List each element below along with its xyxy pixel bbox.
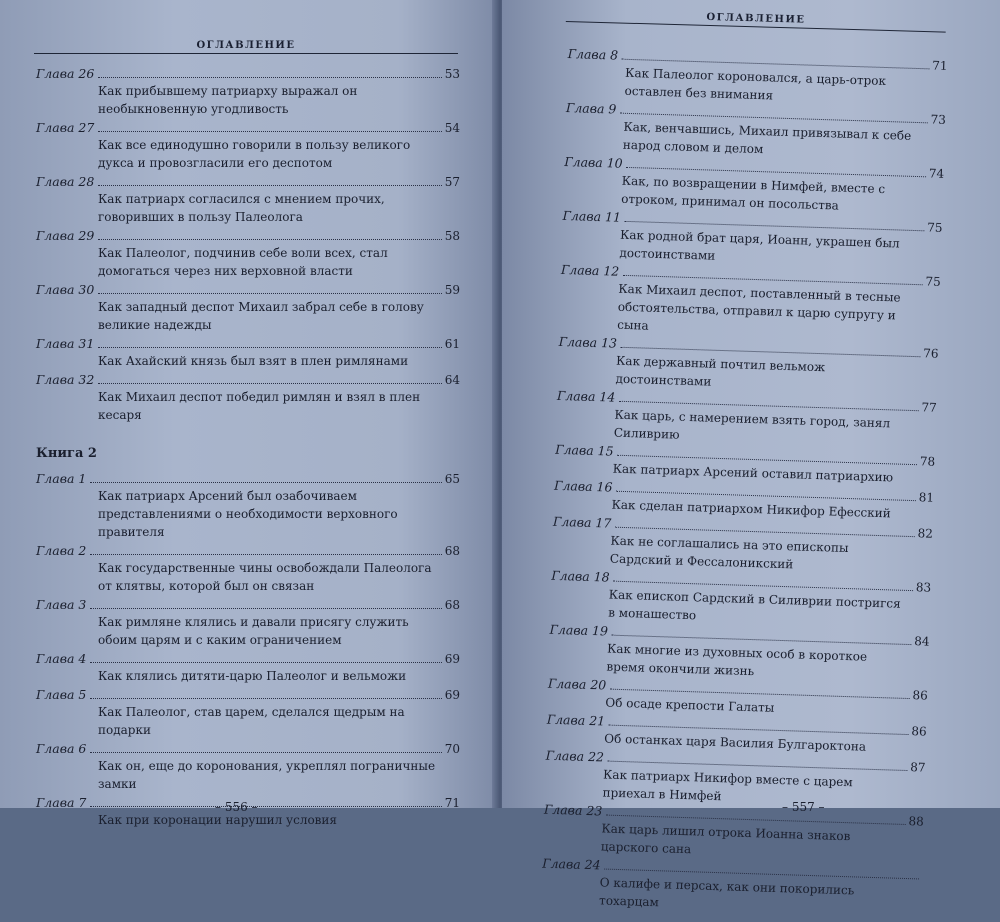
- chapter-page-number: 78: [919, 454, 936, 469]
- page-number-footer: – 556 –: [215, 800, 258, 814]
- chapter-title: Как при коронации нарушил условия: [98, 813, 337, 827]
- dot-leader: [90, 482, 441, 483]
- chapter-page-number: 75: [925, 274, 941, 289]
- chapter-line: [36, 228, 460, 244]
- toc-entry: [36, 372, 460, 424]
- chapter-title: Как, венчавшись, Михаил привязывал к себе народ словом и делом: [622, 119, 912, 157]
- toc-section-book1: [36, 66, 460, 424]
- chapter-title: Как патриарх Арсений был озабочиваем представлениями о необходимости верховного правителя: [98, 489, 398, 539]
- dot-leader: [98, 239, 441, 240]
- dot-leader: [98, 347, 441, 348]
- chapter-page-number: 88: [908, 814, 925, 829]
- chapter-page-number: 59: [444, 283, 460, 297]
- chapter-title: Как клялись дитяти-царю Палеолог и вельможи: [98, 669, 407, 683]
- table-of-contents: [36, 66, 460, 831]
- chapter-page-number: 76: [923, 346, 939, 361]
- chapter-label: Глава 19: [549, 621, 609, 639]
- dot-leader: [98, 185, 441, 186]
- chapter-line: [36, 174, 460, 190]
- chapter-title: Как не соглашались на это епископы Сардский и Фессалоникский: [609, 533, 849, 572]
- chapter-label: Глава 24: [542, 855, 601, 873]
- chapter-line: [36, 282, 460, 298]
- toc-entry: [557, 334, 938, 398]
- chapter-label: Глава 21: [546, 711, 606, 729]
- toc-entry: [548, 622, 929, 686]
- chapter-title: Как родной брат царя, Иоанн, украшен был достоинствами: [619, 227, 900, 263]
- chapter-page-number: 68: [444, 544, 460, 558]
- chapter-title: Как западный деспот Михаил забрал себе в голову великие надежды: [98, 300, 424, 332]
- chapter-title: Как Ахайский князь был взят в плен римлянами: [98, 354, 409, 368]
- toc-entry: [36, 228, 460, 280]
- toc-entry: [544, 748, 925, 812]
- chapter-title: Как прибывшему патриарху выражал он необыкновенную угодливость: [98, 84, 358, 116]
- dot-leader: [90, 608, 441, 609]
- chapter-title: Как патриарх Никифор вместе с царем приехал в Нимфей: [602, 767, 853, 804]
- chapter-page-number: 70: [444, 742, 460, 756]
- chapter-page-number: 84: [913, 634, 930, 649]
- chapter-label: Глава 1: [36, 471, 87, 486]
- chapter-title: Как Палеолог короновался, а царь-отрок оставлен без внимания: [624, 65, 887, 103]
- chapter-page-number: 75: [926, 220, 943, 235]
- chapter-label: Глава 6: [36, 741, 87, 756]
- chapter-page-number: 83: [915, 580, 932, 595]
- toc-entry: [36, 687, 460, 739]
- chapter-title: Как все единодушно говорили в пользу великого дукса и провозгласили его деспотом: [98, 138, 411, 170]
- toc-entry: [543, 802, 924, 866]
- chapter-page-number: 58: [444, 229, 460, 243]
- chapter-label: Глава 10: [564, 153, 623, 171]
- chapter-page-number: 86: [912, 688, 928, 703]
- dot-leader: [98, 77, 441, 78]
- chapter-label: Глава 9: [565, 99, 617, 117]
- chapter-line: [36, 471, 460, 487]
- chapter-title: Как государственные чины освобождали Палеолога от клятвы, которой был он связан: [98, 561, 432, 593]
- chapter-label: Глава 20: [547, 675, 607, 693]
- chapter-label: Глава 14: [556, 387, 616, 405]
- chapter-page-number: 54: [444, 121, 460, 135]
- chapter-page-number: 86: [911, 724, 927, 739]
- chapter-label: Глава 29: [36, 228, 95, 243]
- toc-entry: [36, 120, 460, 172]
- chapter-page-number: 87: [910, 760, 926, 775]
- chapter-label: Глава 18: [551, 567, 610, 585]
- right-page: [502, 0, 1000, 910]
- chapter-title: Как, по возвращении в Нимфей, вместе с отроком, принимал он посольства: [621, 173, 886, 213]
- chapter-label: Глава 2: [36, 543, 87, 558]
- dot-leader: [98, 131, 441, 132]
- chapter-title: О калифе и персах, как они покорились тохарцам: [598, 875, 855, 910]
- chapter-page-number: 64: [444, 373, 460, 387]
- chapter-page-number: 53: [444, 67, 460, 81]
- page-header: ОГЛАВЛЕНИЕ: [34, 40, 458, 54]
- chapter-line: [36, 687, 460, 703]
- chapter-label: Глава 22: [545, 747, 605, 765]
- chapter-page-number: 65: [444, 472, 460, 486]
- chapter-page-number: 69: [444, 688, 460, 702]
- chapter-line: [36, 543, 460, 559]
- chapter-label: Глава 11: [562, 207, 622, 225]
- chapter-line: [36, 597, 460, 613]
- toc-entry: [36, 597, 460, 649]
- dot-leader: [90, 752, 441, 753]
- page-header: ОГЛАВЛЕНИЕ: [566, 8, 946, 33]
- chapter-label: Глава 8: [567, 46, 619, 63]
- toc-entry: [36, 741, 460, 793]
- toc-entry: [36, 651, 460, 685]
- chapter-line: [36, 336, 460, 352]
- toc-entry: [36, 543, 460, 595]
- toc-section-book2-cont: [541, 46, 948, 920]
- chapter-title: Как римляне клялись и давали присягу служить обоим царям и с каким ограничением: [98, 615, 409, 647]
- chapter-title: Как патриарх согласился с мнением прочих, говоривших в пользу Палеолога: [98, 192, 385, 224]
- table-of-contents: [541, 46, 948, 922]
- toc-entry: [565, 100, 946, 164]
- chapter-title: Как сделан патриархом Никифор Ефесский: [611, 497, 891, 521]
- chapter-label: Глава 30: [36, 282, 95, 297]
- chapter-title: Как Михаил деспот победил римлян и взял в плен кесаря: [98, 390, 421, 422]
- chapter-page-number: 73: [930, 112, 947, 127]
- toc-entry: [566, 46, 947, 110]
- chapter-title: Об останках царя Василия Булгароктона: [604, 731, 867, 754]
- toc-entry: [561, 208, 942, 272]
- toc-entry: [36, 174, 460, 226]
- toc-entry: [556, 388, 937, 452]
- dot-leader: [90, 698, 441, 699]
- chapter-line: [36, 651, 460, 667]
- dot-leader: [90, 662, 441, 663]
- toc-entry: [559, 262, 941, 344]
- toc-entry: [541, 856, 922, 920]
- chapter-line: [36, 741, 460, 757]
- toc-entry: [36, 336, 460, 370]
- page-number-footer: – 557 –: [782, 800, 825, 814]
- toc-entry: [36, 66, 460, 118]
- chapter-page-number: 69: [444, 652, 460, 666]
- chapter-label: Глава 26: [36, 66, 95, 81]
- chapter-page-number: 68: [444, 598, 460, 612]
- dot-leader: [98, 383, 441, 384]
- chapter-page-number: 71: [444, 796, 460, 810]
- chapter-label: Глава 5: [36, 687, 87, 702]
- chapter-page-number: 82: [917, 526, 934, 541]
- chapter-title: Об осаде крепости Галаты: [605, 695, 775, 715]
- toc-section-book2: [36, 471, 460, 829]
- chapter-label: Глава 3: [36, 597, 87, 612]
- book-heading: Книга 2: [36, 446, 97, 461]
- chapter-line: [36, 372, 460, 388]
- chapter-title: Как он, еще до коронования, укреплял пограничные замки: [98, 759, 436, 791]
- chapter-label: Глава 15: [555, 441, 614, 459]
- toc-entry: [36, 471, 460, 541]
- chapter-title: Как царь, с намерением взять город, занял Силиврию: [613, 407, 891, 442]
- chapter-label: Глава 28: [36, 174, 95, 189]
- chapter-page-number: 71: [932, 58, 948, 73]
- chapter-title: Как епископ Сардский в Силиврии постригся в монашество: [608, 587, 901, 623]
- chapter-title: Как Палеолог, став царем, сделался щедрым на подарки: [98, 705, 405, 737]
- toc-entry: [550, 568, 931, 632]
- chapter-label: Глава 13: [558, 333, 618, 351]
- dot-leader: [90, 806, 441, 807]
- chapter-page-number: 77: [921, 400, 938, 415]
- chapter-title: Как Палеолог, подчинив себе воли всех, стал домогаться через них верховной власти: [98, 246, 388, 278]
- chapter-line: [36, 120, 460, 136]
- chapter-title: Как царь лишил отрока Иоанна знаков царского сана: [600, 821, 851, 857]
- dot-leader: [90, 554, 441, 555]
- chapter-title: Как многие из духовных особ в короткое время окончили жизнь: [606, 641, 868, 679]
- chapter-line: [36, 66, 460, 82]
- chapter-label: Глава 12: [560, 261, 620, 279]
- chapter-label: Глава 32: [36, 372, 95, 387]
- chapter-label: Глава 16: [553, 477, 613, 495]
- toc-entry: [552, 514, 933, 578]
- toc-entry: [36, 282, 460, 334]
- toc-entry: [563, 154, 944, 218]
- chapter-label: Глава 4: [36, 651, 87, 666]
- chapter-label: Глава 27: [36, 120, 95, 135]
- chapter-label: Глава 23: [543, 801, 603, 819]
- chapter-page-number: 81: [918, 490, 935, 505]
- chapter-label: Глава 17: [552, 513, 612, 531]
- chapter-page-number: 57: [444, 175, 460, 189]
- chapter-title: Как Михаил деспот, поставленный в тесные обстоятельства, отправил к царю супругу и сына: [617, 281, 901, 333]
- left-page: [0, 0, 498, 827]
- dot-leader: [98, 293, 441, 294]
- chapter-page-number: 61: [444, 337, 460, 351]
- chapter-label: Глава 31: [36, 336, 95, 351]
- chapter-page-number: 74: [928, 166, 945, 181]
- chapter-label: Глава 7: [36, 795, 87, 810]
- chapter-title: Как патриарх Арсений оставил патриархию: [612, 461, 894, 485]
- chapter-title: Как державный почтил вельмож достоинствами: [615, 353, 826, 389]
